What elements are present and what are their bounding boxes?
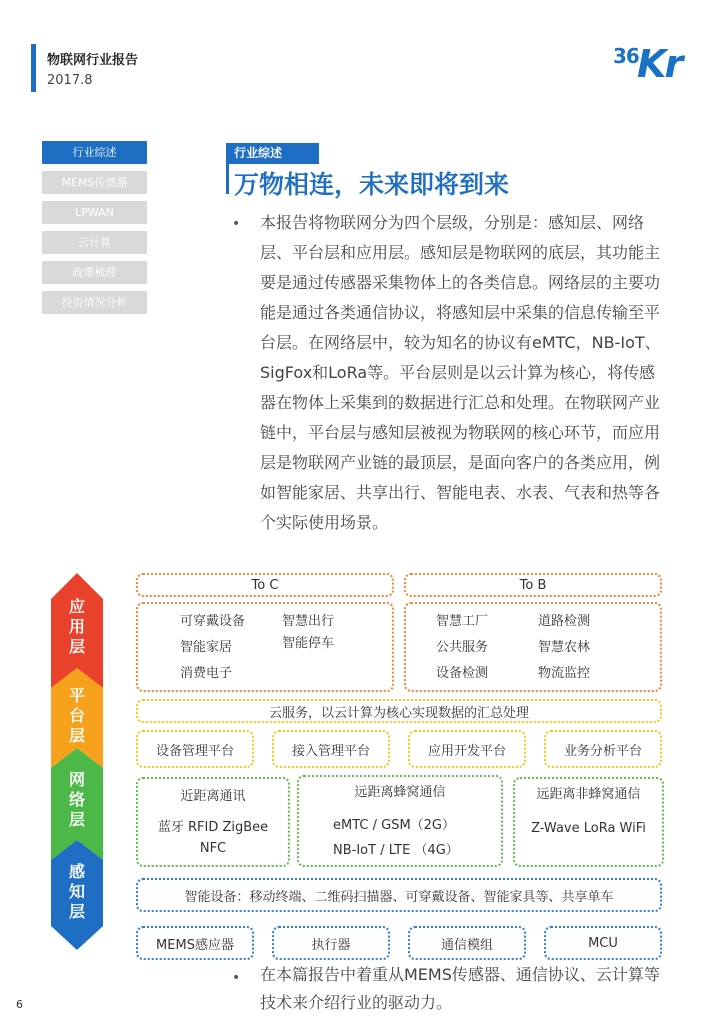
cellular-box [297, 775, 503, 867]
tob-item: 公共服务 [436, 640, 489, 655]
header-accent-bar [31, 44, 36, 92]
layer-label-perception: 感 知 层 [68, 862, 85, 921]
report-title: 物联网行业报告 [47, 53, 139, 68]
cellular-title: 远距离蜂窝通信 [354, 785, 446, 800]
intro-paragraph: 本报告将物联网分为四个层级，分别是：感知层、网络层、平台层和应用层。感知层是物联网的底层，其功能主要是通过传感器采集物体上的各类信息。网络层的主要功能是通过各类通信协议，将感知层中采集的信息传输至平台层。在网络层中，较为知名的协议有eMTC，NB-IoT、SigFox和LoRa等。平台层则是以云计算为核心，将传感器在物体上采集到的数据进行汇总和处理。在物联网产业链中，平台层与感知层被视为物联网的核心环节，而应用层是物联网产业链的最顶层，是面向客户的各类应用，例如智能家居、共享出行、智能电表、水表、气表和热等各个实际使用场景。 [260, 213, 661, 532]
nav-item-policy[interactable]: 政策梳理 [42, 261, 147, 284]
logo-num: 36 [613, 44, 639, 68]
near-range-title: 近距离通讯 [180, 789, 246, 804]
smart-devices-label: 智能设备：移动终端、二维码扫描器、可穿戴设备、智能家具等、共享单车 [184, 889, 614, 905]
layer-arrow-perception [51, 840, 103, 950]
nav-item-cloud[interactable]: 云计算 [42, 231, 147, 254]
section-headline: 万物相连，未来即将到来 [234, 170, 510, 199]
tob-item: 智慧工厂 [436, 614, 489, 629]
toc-item: 智慧出行 [282, 614, 335, 629]
perception-box-mems [136, 926, 254, 960]
platform-box-appdev [408, 730, 526, 768]
perception-box-mcu [544, 926, 662, 960]
platform-item: 应用开发平台 [427, 743, 506, 759]
tob-label: To B [519, 577, 547, 593]
platform-item: 业务分析平台 [563, 743, 642, 759]
toc-item: 消费电子 [180, 666, 233, 681]
platform-item: 接入管理平台 [291, 743, 370, 759]
toc-header-box [136, 573, 394, 597]
section-accent-line [226, 164, 229, 194]
tob-item: 设备检测 [436, 666, 489, 681]
near-range-box [136, 777, 290, 867]
perception-item: 执行器 [311, 937, 351, 953]
nav-item-lpwan[interactable]: LPWAN [42, 201, 147, 224]
tob-item: 物流监控 [538, 666, 591, 681]
layer-label-network: 网 络 层 [68, 770, 85, 829]
toc-items-box [136, 602, 394, 692]
layer-label-application: 应 用 层 [68, 597, 85, 656]
near-range-line1: 蓝牙 RFID ZigBee [157, 820, 269, 835]
cloud-service-box [136, 699, 662, 723]
tob-items-box [404, 602, 662, 692]
toc-label: To C [251, 577, 279, 593]
report-date: 2017.8 [47, 73, 93, 88]
platform-item: 设备管理平台 [155, 743, 234, 759]
perception-box-actuator [272, 926, 390, 960]
perception-box-comm-module [408, 926, 526, 960]
nav-item-investment[interactable]: 投资情况分析 [42, 291, 147, 314]
closing-paragraph: 在本篇报告中着重从MEMS传感器、通信协议、云计算等技术来介绍行业的驱动力。 [260, 965, 660, 1012]
cloud-service-label: 云服务，以云计算为核心实现数据的汇总处理 [268, 705, 529, 721]
non-cellular-box [513, 777, 664, 867]
perception-item: MEMS感应器 [156, 937, 234, 953]
non-cellular-title: 远距离非蜂窝通信 [536, 787, 641, 802]
platform-box-access [272, 730, 390, 768]
toc-item: 智能家居 [180, 640, 233, 655]
bullet-closing: • [232, 970, 241, 986]
nav-item-mems[interactable]: MEMS传感器 [42, 171, 147, 194]
section-tag: 行业综述 [226, 143, 319, 164]
bullet-intro: • [232, 216, 241, 232]
platform-box-analytics [544, 730, 662, 768]
tob-item: 智慧农林 [538, 640, 591, 655]
cellular-line1: eMTC / GSM（2G） [333, 818, 456, 833]
logo-kr: Kr [637, 42, 682, 86]
near-range-line2: NFC [199, 841, 227, 856]
section-nav [42, 141, 147, 321]
toc-item: 可穿戴设备 [180, 614, 246, 629]
toc-item: 智能停车 [282, 636, 335, 651]
tob-item: 道路检测 [538, 614, 591, 629]
layer-label-platform: 平 台 层 [68, 686, 85, 745]
perception-item: 通信模组 [440, 937, 493, 953]
perception-item: MCU [588, 935, 618, 951]
nav-item-overview[interactable]: 行业综述 [42, 141, 147, 164]
page-number: 6 [16, 998, 23, 1011]
non-cellular-line1: Z-Wave LoRa WiFi [531, 821, 646, 836]
cellular-line2: NB-IoT / LTE （4G） [333, 843, 459, 858]
tob-header-box [404, 573, 662, 597]
platform-box-device [136, 730, 254, 768]
smart-devices-box [136, 878, 662, 912]
